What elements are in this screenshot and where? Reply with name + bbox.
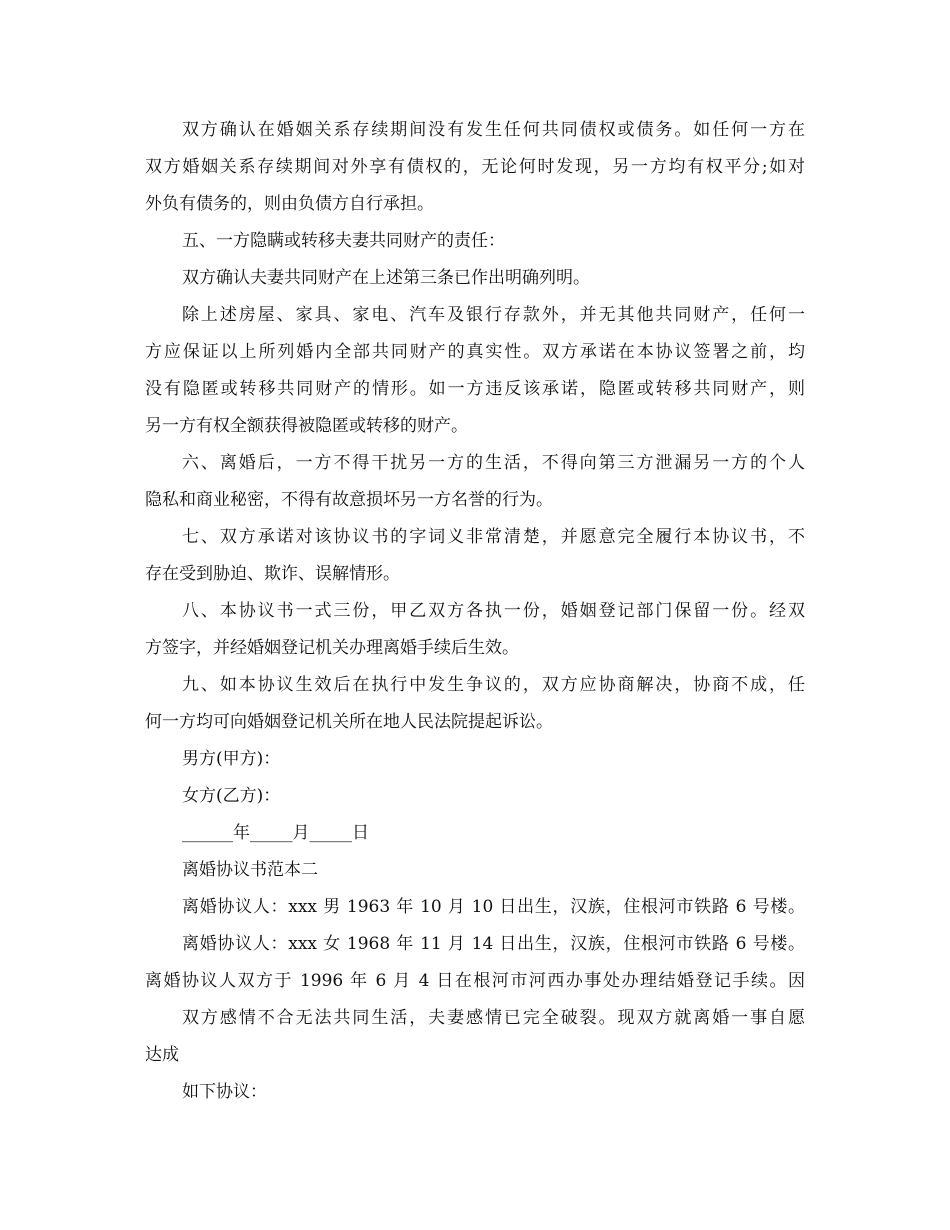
party-info-line: 离婚协议人：xxx 男 1963 年 10 月 10 日出生，汉族，住根河市铁路 6 号楼。 bbox=[182, 897, 805, 917]
paragraph-line: 除上述房屋、家具、家电、汽车及银行存款外，并无其他共同财产，任何一 bbox=[182, 305, 805, 325]
sample-two-title: 离婚协议书范本二 bbox=[182, 860, 318, 880]
paragraph-line: 离婚协议人双方于 1996 年 6 月 4 日在根河市河西办事处办理结婚登记手续。因 bbox=[145, 971, 805, 991]
paragraph-line: 双方确认在婚姻关系存续期间没有发生任何共同债权或债务。如任何一方在 bbox=[182, 120, 805, 140]
paragraph-line: 如下协议： bbox=[182, 1082, 267, 1102]
paragraph-line: 没有隐匿或转移共同财产的情形。如一方违反该承诺，隐匿或转移共同财产，则 bbox=[145, 379, 805, 399]
document-body bbox=[145, 112, 805, 1111]
paragraph-line: 六、离婚后，一方不得干扰另一方的生活，不得向第三方泄漏另一方的个人 bbox=[182, 453, 805, 473]
signature-male-party: 男方(甲方)： bbox=[182, 749, 281, 769]
paragraph-line: 双方感情不合无法共同生活，夫妻感情已完全破裂。现双方就离婚一事自愿 bbox=[182, 1008, 805, 1028]
signature-female-party: 女方(乙方)： bbox=[182, 786, 281, 806]
paragraph-line: 双方婚姻关系存续期间对外享有债权的，无论何时发现，另一方均有权平分;如对 bbox=[145, 157, 805, 177]
section-heading: 五、一方隐瞒或转移夫妻共同财产的责任： bbox=[182, 231, 505, 251]
signature-date: ______年_____月_____日 bbox=[182, 823, 369, 843]
paragraph-line: 七、双方承诺对该协议书的字词义非常清楚，并愿意完全履行本协议书，不 bbox=[182, 527, 805, 547]
paragraph-line: 九、如本协议生效后在执行中发生争议的，双方应协商解决，协商不成，任 bbox=[182, 675, 805, 695]
paragraph-line: 方签字，并经婚姻登记机关办理离婚手续后生效。 bbox=[145, 638, 519, 658]
paragraph-line: 何一方均可向婚姻登记机关所在地人民法院提起诉讼。 bbox=[145, 712, 553, 732]
paragraph-line: 外负有债务的，则由负债方自行承担。 bbox=[145, 194, 434, 214]
paragraph-line: 达成 bbox=[145, 1045, 179, 1065]
party-info-line: 离婚协议人：xxx 女 1968 年 11 月 14 日出生，汉族，住根河市铁路 6 号楼。 bbox=[182, 934, 805, 954]
paragraph-line: 方应保证以上所列婚内全部共同财产的真实性。双方承诺在本协议签署之前，均 bbox=[145, 342, 805, 362]
paragraph-line: 隐私和商业秘密，不得有故意损坏另一方名誉的行为。 bbox=[145, 490, 553, 510]
paragraph-line: 另一方有权全额获得被隐匿或转移的财产。 bbox=[145, 416, 468, 436]
paragraph-line: 双方确认夫妻共同财产在上述第三条已作出明确列明。 bbox=[182, 268, 590, 288]
paragraph-line: 八、本协议书一式三份，甲乙双方各执一份，婚姻登记部门保留一份。经双 bbox=[182, 601, 805, 621]
paragraph-line: 存在受到胁迫、欺诈、误解情形。 bbox=[145, 564, 400, 584]
